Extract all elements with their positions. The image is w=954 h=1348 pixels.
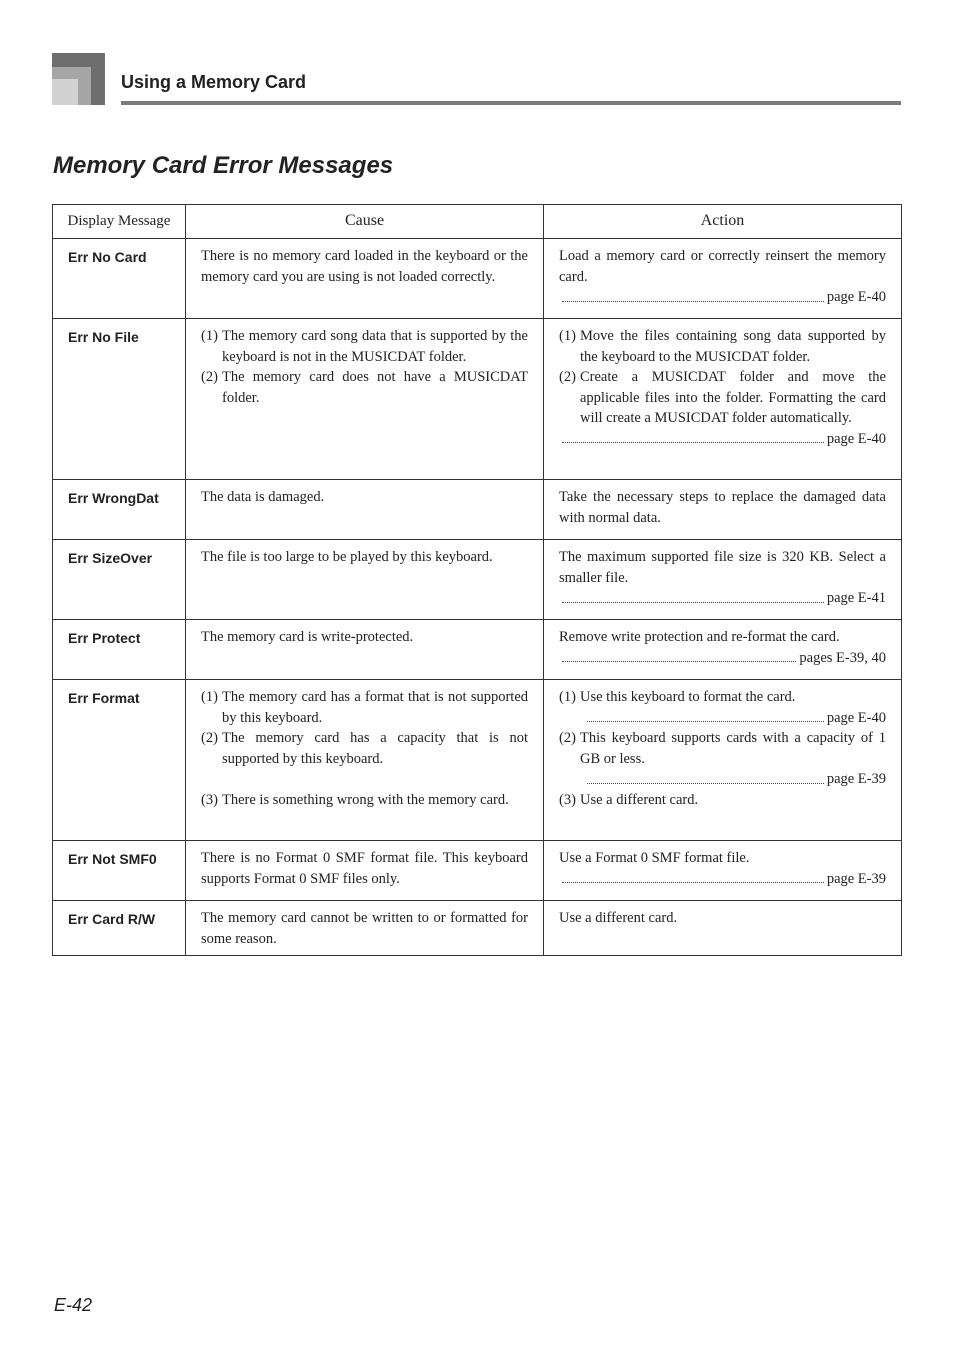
table-row [53,540,902,620]
action-cell [544,239,902,319]
page-number: E-42 [54,1295,93,1315]
page-reference [559,287,886,308]
action-item [559,728,886,769]
display-message: Err Protect [53,620,186,680]
section-tab-graphic [52,53,105,105]
item-number: (2) [201,369,218,385]
page-reference-text: page E-39 [826,771,886,787]
action-item [559,367,886,429]
cause-cell [186,680,544,841]
action-cell: Use a different card. [544,901,902,956]
display-message: Err No Card [53,239,186,319]
table-row [53,901,902,956]
leader-dots [562,301,824,302]
leader-dots [562,661,796,662]
item-text: This keyboard supports cards with a capacity of 1 GB or less. [580,730,886,767]
cause-item [201,367,528,408]
cause-cell: The memory card is write-protected. [186,620,544,680]
table-header-row [53,205,902,239]
item-text: Create a MUSICDAT folder and move the applicable files into the folder. Formatting the card will create a MUSICDAT folder automatically. [580,369,886,426]
cause-cell: There is no memory card loaded in the keyboard or the memory card you are using is not loaded correctly. [186,239,544,319]
cause-item [201,326,528,367]
table-row [53,319,902,480]
item-text: Move the files containing song data supported by the keyboard to the MUSICDAT folder. [580,328,886,365]
action-item [559,687,886,708]
item-text: The memory card does not have a MUSICDAT folder. [222,369,528,406]
page-reference [559,708,886,729]
column-header-display-message: Display Message [53,205,186,239]
leader-dots [587,783,824,784]
page-heading: Memory Card Error Messages [53,152,394,179]
item-number: (3) [559,791,576,808]
action-text: Load a memory card or correctly reinsert the memory card. [559,248,886,285]
item-text: There is something wrong with the memory card. [222,791,509,808]
action-text: Use a Format 0 SMF format file. [559,850,750,866]
page-reference [559,769,886,790]
table-row [53,620,902,680]
action-text: The maximum supported file size is 320 KB. Select a smaller file. [559,549,886,586]
item-number: (1) [559,328,576,344]
display-message: Err Not SMF0 [53,841,186,901]
spacer [201,769,528,790]
item-number: (1) [201,689,218,705]
item-text: Use this keyboard to format the card. [580,689,796,705]
item-number: (2) [559,369,576,385]
section-title: Using a Memory Card [121,72,307,92]
item-text: The memory card has a format that is not supported by this keyboard. [222,689,528,726]
item-number: (2) [559,730,576,746]
cause-cell: The data is damaged. [186,480,544,540]
page-reference [559,588,886,609]
display-message: Err Format [53,680,186,841]
display-message: Err WrongDat [53,480,186,540]
table-row [53,480,902,540]
column-header-cause: Cause [186,205,544,239]
action-cell [544,680,902,841]
column-header-action: Action [544,205,902,239]
action-cell [544,319,902,480]
item-text: Use a different card. [580,791,699,808]
item-number: (3) [201,791,218,808]
item-number: (2) [201,730,218,746]
page-reference-text: page E-40 [826,430,886,447]
action-text: Remove write protection and re-format the card. [559,629,840,645]
item-number: (1) [559,689,576,705]
action-item [559,790,886,811]
item-number: (1) [201,328,218,344]
cause-cell [186,319,544,480]
display-message: Err SizeOver [53,540,186,620]
page-reference-text: pages E-39, 40 [799,649,886,666]
action-cell [544,841,902,901]
page-reference [559,869,886,890]
leader-dots [587,721,824,722]
cause-item [201,728,528,769]
page-reference-text: page E-40 [826,709,886,726]
section-tab-graphic-inner [52,79,78,105]
display-message: Err Card R/W [53,901,186,956]
display-message: Err No File [53,319,186,480]
table-row [53,841,902,901]
item-text: The memory card has a capacity that is not supported by this keyboard. [222,730,528,767]
page-reference-text: page E-40 [826,289,886,305]
page-reference [559,648,886,669]
leader-dots [562,442,824,443]
cause-cell: The file is too large to be played by this keyboard. [186,540,544,620]
page-reference-text: page E-41 [826,590,886,606]
cause-item [201,790,528,811]
header-rule [121,101,901,105]
cause-item [201,687,528,728]
action-item [559,326,886,367]
table-row [53,680,902,841]
cause-cell: The memory card cannot be written to or formatted for some reason. [186,901,544,956]
page-reference-text: page E-39 [826,870,886,887]
cause-cell: There is no Format 0 SMF format file. This keyboard supports Format 0 SMF files only. [186,841,544,901]
error-messages-table [52,204,902,956]
action-cell: Take the necessary steps to replace the damaged data with normal data. [544,480,902,540]
action-cell [544,540,902,620]
page-reference [559,429,886,450]
leader-dots [562,602,824,603]
item-text: The memory card song data that is supported by the keyboard is not in the MUSICDAT folder. [222,328,528,365]
leader-dots [562,882,824,883]
action-cell [544,620,902,680]
table-row [53,239,902,319]
